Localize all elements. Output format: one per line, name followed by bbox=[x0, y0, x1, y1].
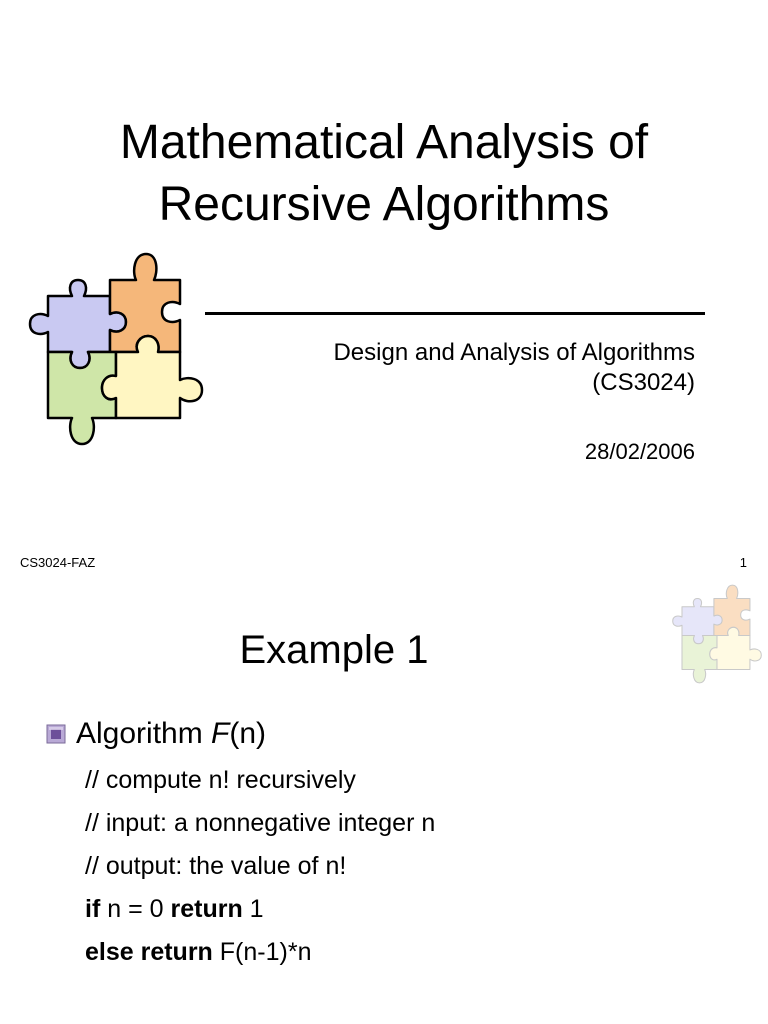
course-code: (CS3024) bbox=[592, 369, 695, 396]
page-number: 1 bbox=[739, 555, 747, 570]
code-comment-1: // compute n! recursively bbox=[85, 766, 356, 794]
slide-2 bbox=[0, 578, 768, 1024]
footer-course-id: CS3024-FAZ bbox=[20, 555, 96, 570]
code-comment-2: // input: a nonnegative integer n bbox=[85, 809, 436, 837]
algorithm-heading: Algorithm F(n) bbox=[76, 717, 267, 750]
presentation-date: 28/02/2006 bbox=[584, 439, 695, 464]
course-subtitle bbox=[333, 338, 695, 398]
puzzle-watermark-icon bbox=[664, 582, 768, 686]
code-if-line: if n = 0 return 1 bbox=[85, 895, 264, 923]
algorithm-bullet bbox=[46, 716, 266, 752]
algorithm-pseudocode bbox=[85, 764, 435, 979]
square-bullet-icon bbox=[46, 724, 66, 744]
puzzle-pieces-icon bbox=[22, 248, 210, 450]
slide-title: Example 1 bbox=[239, 628, 429, 672]
title-line-2: Recursive Algorithms bbox=[158, 178, 610, 231]
slide-title bbox=[0, 112, 768, 236]
code-else-line: else return F(n-1)*n bbox=[85, 938, 312, 966]
title-divider bbox=[205, 312, 705, 315]
title-line-1: Mathematical Analysis of bbox=[119, 116, 649, 169]
code-comment-3: // output: the value of n! bbox=[85, 852, 347, 880]
course-name: Design and Analysis of Algorithms bbox=[333, 339, 695, 366]
